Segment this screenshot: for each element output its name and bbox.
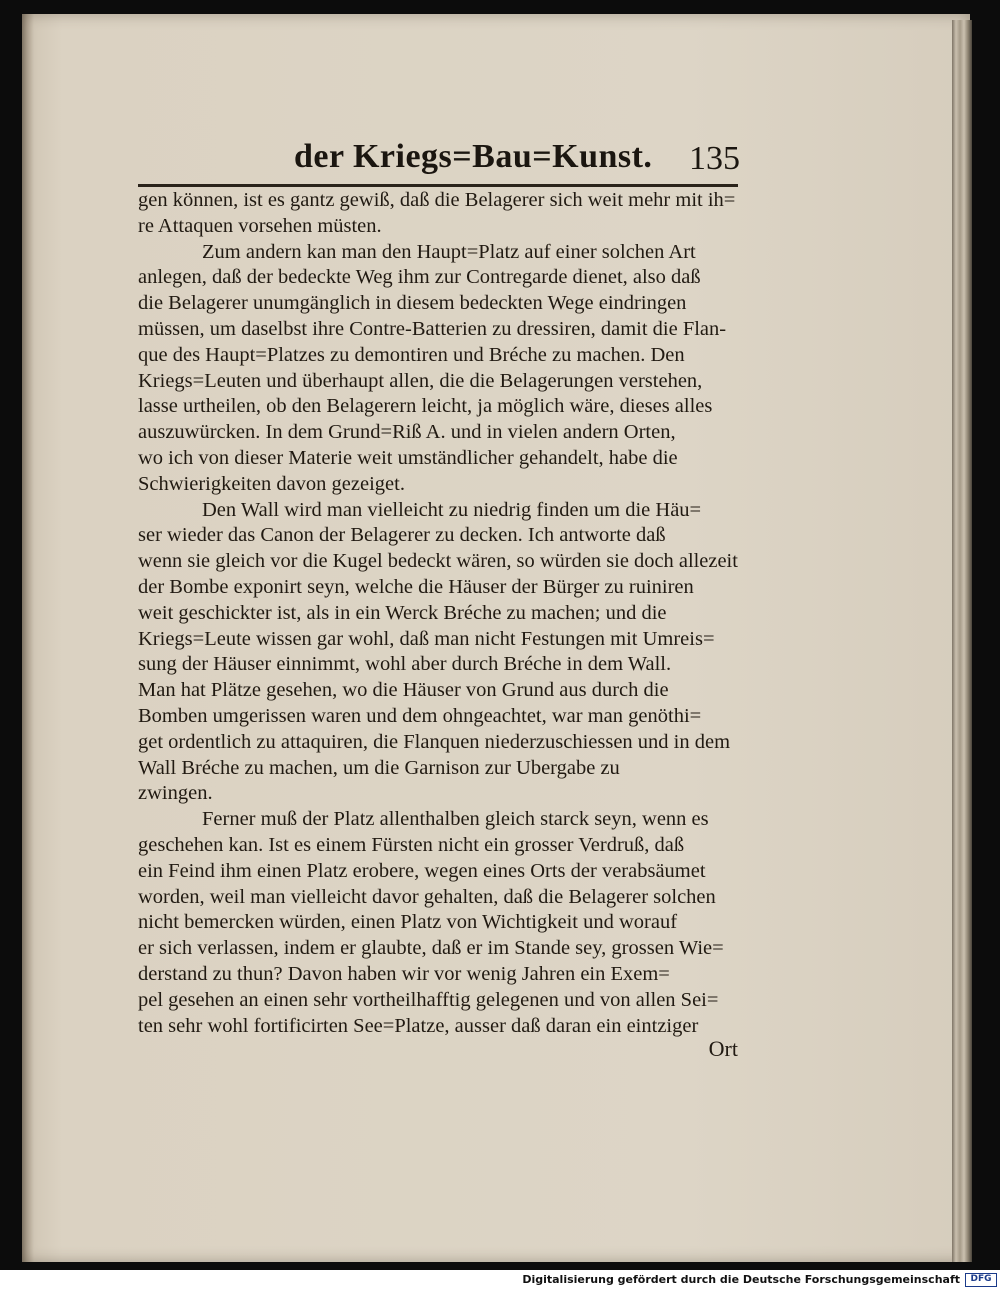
text-line: wenn sie gleich vor die Kugel bedeckt wären, so würden sie doch allezeit <box>138 550 738 573</box>
text-line: pel gesehen an einen sehr vortheilhafftig gelegenen und von allen Sei= <box>138 988 719 1011</box>
text-line: Kriegs=Leute wissen gar wohl, daß man nicht Festungen mit Umreis= <box>138 627 715 650</box>
text-line: geschehen kan. Ist es einem Fürsten nicht ein grosser Verdruß, daß <box>138 833 685 856</box>
paragraph-start-line: Den Wall wird man vielleicht zu niedrig finden um die Häu= <box>202 498 702 521</box>
text-line: Bomben umgerissen waren und dem ohngeachtet, war man genöthi= <box>138 704 702 727</box>
page-header <box>140 138 740 182</box>
text-line: get ordentlich zu attaquiren, die Flanquen niederzuschiessen und in dem <box>138 730 731 753</box>
text-line: weit geschickter ist, als in ein Werck Bréche zu machen; und die <box>138 601 667 624</box>
dfg-logo-icon: DFG <box>965 1273 997 1287</box>
text-line: Kriegs=Leuten und überhaupt allen, die die Belagerungen verstehen, <box>138 369 703 392</box>
text-line: Man hat Plätze gesehen, wo die Häuser von Grund aus durch die <box>138 679 669 702</box>
text-line: sung der Häuser einnimmt, wohl aber durch Bréche in dem Wall. <box>138 653 672 676</box>
text-line: worden, weil man vielleicht davor gehalten, daß die Belagerer solchen <box>138 885 716 908</box>
funding-credit: Digitalisierung gefördert durch die Deutsche Forschungsgemeinschaft <box>522 1273 960 1286</box>
running-title: der Kriegs=Bau=Kunst. <box>294 138 653 175</box>
text-line: ein Feind ihm einen Platz erobere, wegen eines Orts der verabsäumet <box>138 859 706 882</box>
paragraph-start-line: Zum andern kan man den Haupt=Platz auf einer solchen Art <box>202 240 696 263</box>
catchword: Ort <box>708 1036 738 1061</box>
text-line: re Attaquen vorsehen müsten. <box>138 214 382 237</box>
text-line: que des Haupt=Platzes zu demontiren und Bréche zu machen. Den <box>138 343 685 366</box>
body-text <box>138 188 738 1039</box>
text-line: anlegen, daß der bedeckte Weg ihm zur Contregarde dienet, also daß <box>138 266 701 289</box>
text-line: müssen, um daselbst ihre Contre-Batterien zu dressiren, damit die Flan- <box>138 317 727 340</box>
text-line: derstand zu thun? Davon haben wir vor wenig Jahren ein Exem= <box>138 962 670 985</box>
text-line: der Bombe exponirt seyn, welche die Häuser der Bürger zu ruiniren <box>138 575 694 598</box>
text-line: gen können, ist es gantz gewiß, daß die Belagerer sich weit mehr mit ih= <box>138 189 736 211</box>
text-line: auszuwürcken. In dem Grund=Riß A. und in vielen andern Orten, <box>138 421 676 444</box>
text-line: lasse urtheilen, ob den Belagerern leicht, ja möglich wäre, dieses alles <box>138 395 713 418</box>
text-line: wo ich von dieser Materie weit umständlicher gehandelt, habe die <box>138 446 678 469</box>
page-edge <box>952 20 972 1262</box>
text-line: er sich verlassen, indem er glaubte, daß er im Stande sey, grossen Wie= <box>138 937 724 960</box>
text-line: die Belagerer unumgänglich in diesem bedeckten Wege eindringen <box>138 292 687 315</box>
text-line: ten sehr wohl fortificirten See=Platze, ausser daß daran ein eintziger <box>138 1014 699 1037</box>
paragraph-start-line: Ferner muß der Platz allenthalben gleich starck seyn, wenn es <box>202 808 709 831</box>
text-line: ser wieder das Canon der Belagerer zu decken. Ich antworte daß <box>138 524 666 547</box>
text-line: Schwierigkeiten davon gezeiget. <box>138 472 405 495</box>
page-number: 135 <box>689 140 740 177</box>
header-rule <box>138 184 738 187</box>
text-line: Wall Bréche zu machen, um die Garnison zur Ubergabe zu <box>138 756 620 779</box>
text-line: zwingen. <box>138 782 213 805</box>
text-line: nicht bemercken würden, einen Platz von Wichtigkeit und worauf <box>138 911 678 934</box>
